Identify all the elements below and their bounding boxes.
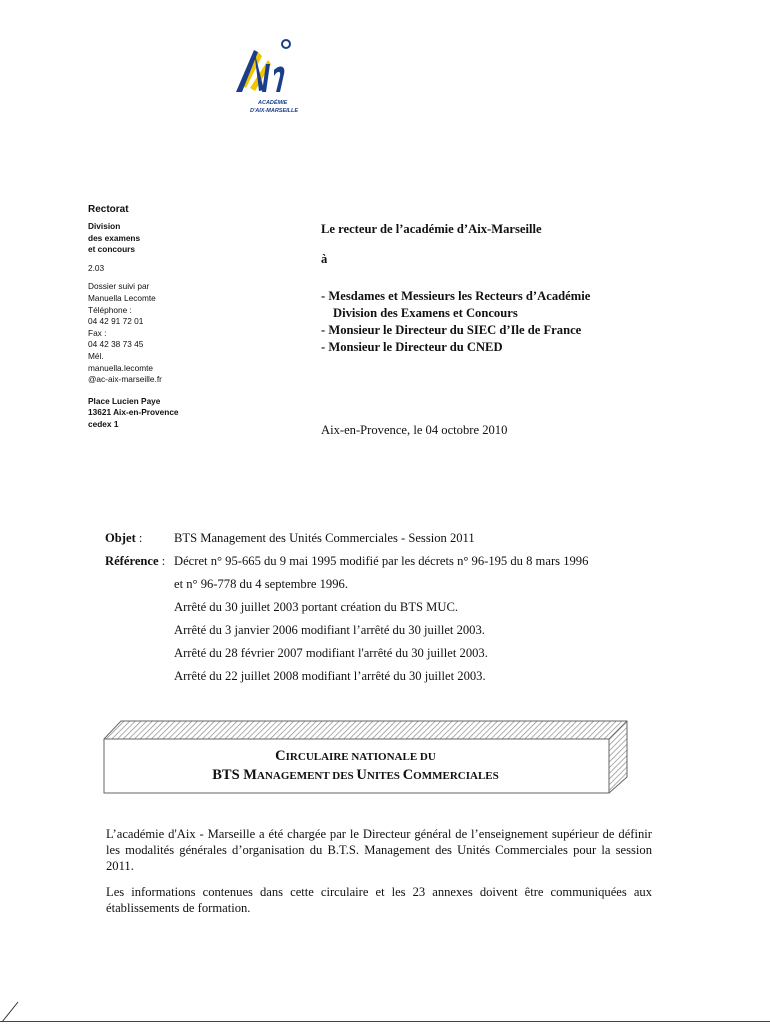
division-code: 2.03	[88, 262, 105, 273]
contact-line: @ac-aix-marseille.fr	[88, 374, 162, 385]
recipient-line: - Monsieur le Directeur du CNED	[321, 340, 503, 354]
contact-line: Fax :	[88, 327, 107, 338]
paragraph: Les informations contenues dans cette circulaire et les 23 annexes doivent être communiquées aux établissements de formation.	[106, 885, 652, 915]
logo-text-line-1: ACADÉMIE	[258, 100, 288, 106]
subject-reference-block	[105, 529, 665, 690]
reference-line: Arrêté du 3 janvier 2006 modifiant l’arrêté du 30 juillet 2003.	[174, 623, 485, 637]
reference-line: Arrêté du 22 juillet 2008 modifiant l’arrêté du 30 juillet 2003.	[174, 669, 486, 683]
contact-line: 04 42 91 72 01	[88, 316, 144, 327]
reference-line: et n° 96-778 du 4 septembre 1996.	[174, 577, 348, 591]
division-line: des examens	[88, 232, 141, 243]
contact-line: 04 42 38 73 45	[88, 339, 144, 350]
body-text	[106, 826, 652, 926]
page-corner-mark	[0, 994, 40, 1024]
sender-title: Le recteur de l’académie d’Aix-Marseille	[321, 222, 542, 236]
to-word: à	[321, 252, 328, 266]
division-line: et concours	[88, 244, 136, 255]
paragraph: L’académie d'Aix - Marseille a été chargée par le Directeur général de l’enseignement supérieur de définir les modalités générales d’organisation du B.T.S. Management des Unités Commerciales pour la session 2011.	[106, 827, 652, 873]
recipient-line: - Monsieur le Directeur du SIEC d’Ile de France	[321, 323, 582, 337]
objet-text: BTS Management des Unités Commerciales - Session 2011	[174, 531, 475, 545]
sender-block	[88, 204, 258, 431]
logo-text-line-2: D'AIX-MARSEILLE	[250, 108, 299, 114]
banner-title	[103, 747, 608, 785]
recipient-line: Division des Examens et Concours	[333, 306, 518, 320]
contact-line: manuella.lecomte	[88, 362, 154, 373]
academy-logo	[228, 34, 300, 118]
reference-label: Référence :	[105, 554, 166, 568]
banner-title-line-2: BTS MANAGEMENT DES UNITES COMMERCIALES	[212, 767, 499, 783]
objet-label: Objet :	[105, 531, 143, 545]
address-line: Place Lucien Paye	[88, 395, 161, 406]
circular-title-banner	[103, 719, 630, 795]
reference-line: Arrêté du 30 juillet 2003 portant création du BTS MUC.	[174, 600, 459, 614]
address-line: 13621 Aix-en-Provence	[88, 407, 179, 418]
reference-line: Décret n° 95-665 du 9 mai 1995 modifié par les décrets n° 96-195 du 8 mars 1996	[174, 554, 589, 568]
banner-title-line-1: CIRCULAIRE NATIONALE DU	[275, 748, 436, 764]
contact-line: Téléphone :	[88, 304, 132, 315]
address-line: cedex 1	[88, 418, 119, 429]
division-line: Division	[88, 221, 121, 231]
contact-line: Dossier suivi par	[88, 281, 150, 292]
rectorat-heading: Rectorat	[88, 204, 129, 215]
logo-graphic	[228, 34, 300, 118]
recipient-line: - Mesdames et Messieurs les Recteurs d’Académie	[321, 289, 591, 303]
date-line: Aix-en-Provence, le 04 octobre 2010	[321, 423, 508, 437]
addressee-block	[321, 221, 741, 356]
reference-line: Arrêté du 28 février 2007 modifiant l'arrêté du 30 juillet 2003.	[174, 646, 488, 660]
contact-line: Mél.	[88, 350, 104, 361]
page-bottom-edge	[0, 1021, 770, 1022]
contact-line: Manuella Lecomte	[88, 292, 156, 303]
